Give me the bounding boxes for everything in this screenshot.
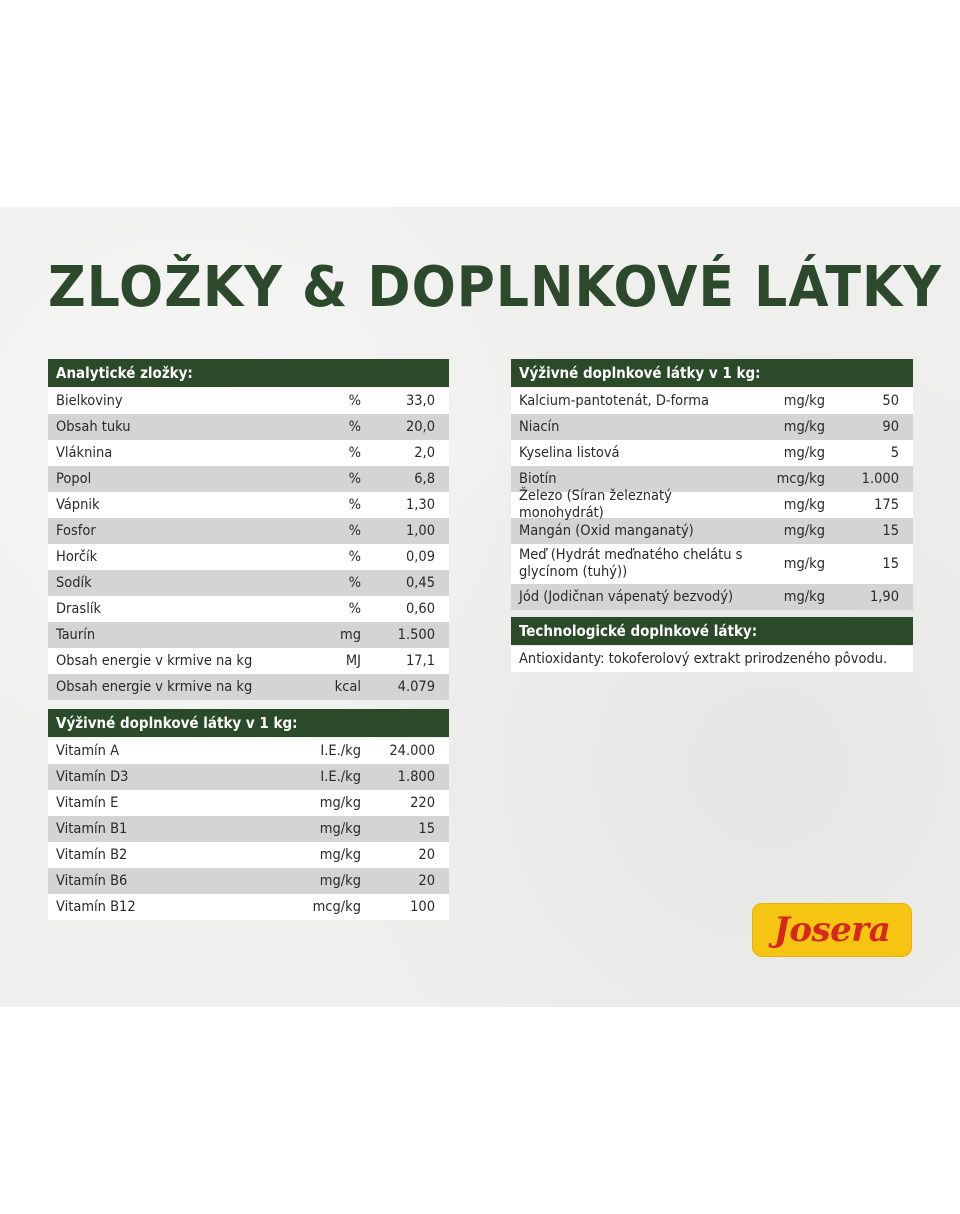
table-row xyxy=(511,584,913,610)
technological-text: Antioxidanty: tokoferolový extrakt prirodzeného pôvodu. xyxy=(511,646,913,672)
table-row xyxy=(48,842,449,868)
row-unit: % xyxy=(348,393,361,409)
row-value: 24.000 xyxy=(389,743,435,759)
row-unit: % xyxy=(348,549,361,565)
row-name: Obsah energie v krmive na kg xyxy=(56,678,253,695)
row-unit: mg/kg xyxy=(783,589,825,605)
row-unit: % xyxy=(348,601,361,617)
row-unit: mg/kg xyxy=(319,847,361,863)
row-value: 20 xyxy=(418,873,435,889)
row-name: Vitamín B12 xyxy=(56,898,136,915)
table-row xyxy=(48,816,449,842)
josera-logo xyxy=(752,903,912,957)
row-name: Sodík xyxy=(56,574,92,591)
table-row xyxy=(48,622,449,648)
row-value: 5 xyxy=(890,445,899,461)
row-name: Bielkoviny xyxy=(56,392,123,409)
row-unit: I.E./kg xyxy=(320,743,361,759)
vitamins-header: Výživné doplnkové látky v 1 kg: xyxy=(48,709,449,737)
row-unit: % xyxy=(348,497,361,513)
row-name: Kyselina listová xyxy=(519,444,620,461)
row-value: 0,09 xyxy=(405,549,435,565)
row-unit: % xyxy=(348,523,361,539)
row-value: 1,00 xyxy=(405,523,435,539)
row-name: Vitamín B2 xyxy=(56,846,128,863)
row-name: Vitamín B6 xyxy=(56,872,128,889)
row-value: 175 xyxy=(874,497,899,513)
table-row xyxy=(48,440,449,466)
analytical-table xyxy=(48,359,449,700)
row-name: Taurín xyxy=(56,626,96,643)
row-value: 33,0 xyxy=(405,393,435,409)
row-value: 0,45 xyxy=(405,575,435,591)
row-name: Vápnik xyxy=(56,496,100,513)
row-unit: mcg/kg xyxy=(312,899,361,915)
row-value: 1.800 xyxy=(397,769,435,785)
row-name: Vitamín E xyxy=(56,794,119,811)
row-name: Popol xyxy=(56,470,92,487)
table-row xyxy=(48,790,449,816)
row-value: 220 xyxy=(410,795,435,811)
table-row xyxy=(48,868,449,894)
row-unit: mg/kg xyxy=(319,795,361,811)
table-row xyxy=(48,596,449,622)
table-row xyxy=(511,414,913,440)
row-value: 1.000 xyxy=(861,471,899,487)
row-unit: % xyxy=(348,445,361,461)
row-name: Meď (Hydrát meďnatého chelátu s glycínom (tuhý)) xyxy=(519,547,743,580)
table-row xyxy=(48,388,449,414)
table-row xyxy=(48,764,449,790)
row-name: Jód (Jodičnan vápenatý bezvodý) xyxy=(519,588,734,605)
table-row xyxy=(511,388,913,414)
row-name: Obsah energie v krmive na kg xyxy=(56,652,253,669)
table-row xyxy=(48,544,449,570)
row-value: 20,0 xyxy=(405,419,435,435)
row-value: 1.500 xyxy=(397,627,435,643)
row-name: Vláknina xyxy=(56,444,113,461)
row-value: 6,8 xyxy=(414,471,435,487)
table-row xyxy=(48,674,449,700)
technological-header: Technologické doplnkové látky: xyxy=(511,617,913,645)
table-row xyxy=(511,440,913,466)
row-name: Draslík xyxy=(56,600,102,617)
analytical-header: Analytické zložky: xyxy=(48,359,449,387)
row-unit: MJ xyxy=(345,653,361,669)
row-unit: mg/kg xyxy=(783,556,825,572)
row-name: Vitamín B1 xyxy=(56,820,128,837)
table-row xyxy=(48,492,449,518)
row-unit: mg/kg xyxy=(783,445,825,461)
row-unit: mg/kg xyxy=(783,497,825,513)
table-row xyxy=(48,414,449,440)
table-row xyxy=(511,544,913,584)
row-unit: mcg/kg xyxy=(776,471,825,487)
row-value: 90 xyxy=(882,419,899,435)
row-unit: % xyxy=(348,419,361,435)
row-value: 15 xyxy=(882,556,899,572)
row-value: 15 xyxy=(882,523,899,539)
row-value: 1,90 xyxy=(869,589,899,605)
row-name: Obsah tuku xyxy=(56,418,131,435)
table-row xyxy=(48,518,449,544)
row-name: Niacín xyxy=(519,418,560,435)
row-name: Mangán (Oxid manganatý) xyxy=(519,522,694,539)
row-name: Vitamín A xyxy=(56,742,119,759)
row-unit: mg/kg xyxy=(783,523,825,539)
row-unit: % xyxy=(348,575,361,591)
row-unit: kcal xyxy=(334,679,361,695)
table-row xyxy=(48,466,449,492)
table-row xyxy=(48,738,449,764)
row-name: Fosfor xyxy=(56,522,96,539)
row-name: Horčík xyxy=(56,548,98,565)
row-value: 20 xyxy=(418,847,435,863)
row-value: 4.079 xyxy=(397,679,435,695)
table-row xyxy=(511,488,913,521)
row-unit: I.E./kg xyxy=(320,769,361,785)
row-unit: mg/kg xyxy=(783,419,825,435)
row-name: Kalcium-pantotenát, D-forma xyxy=(519,392,709,409)
row-value: 15 xyxy=(418,821,435,837)
row-value: 17,1 xyxy=(405,653,435,669)
row-unit: mg/kg xyxy=(783,393,825,409)
page-title: ZLOŽKY & DOPLNKOVÉ LÁTKY xyxy=(48,255,942,321)
row-value: 100 xyxy=(410,899,435,915)
row-name: Biotín xyxy=(519,470,557,487)
row-value: 50 xyxy=(882,393,899,409)
row-value: 1,30 xyxy=(405,497,435,513)
table-row xyxy=(48,648,449,674)
row-unit: mg/kg xyxy=(319,821,361,837)
table-row xyxy=(48,570,449,596)
vitamins-table xyxy=(48,709,449,920)
row-value: 2,0 xyxy=(414,445,435,461)
row-unit: % xyxy=(348,471,361,487)
table-row xyxy=(511,518,913,544)
row-name: Železo (Síran železnatý monohydrát) xyxy=(519,488,672,521)
technological-table xyxy=(511,617,913,672)
table-row xyxy=(48,894,449,920)
row-value: 0,60 xyxy=(405,601,435,617)
row-unit: mg/kg xyxy=(319,873,361,889)
nutritional-header: Výživné doplnkové látky v 1 kg: xyxy=(511,359,913,387)
logo-text: Josera xyxy=(773,910,891,950)
nutritional-table xyxy=(511,359,913,610)
row-unit: mg xyxy=(340,627,361,643)
row-name: Vitamín D3 xyxy=(56,768,129,785)
